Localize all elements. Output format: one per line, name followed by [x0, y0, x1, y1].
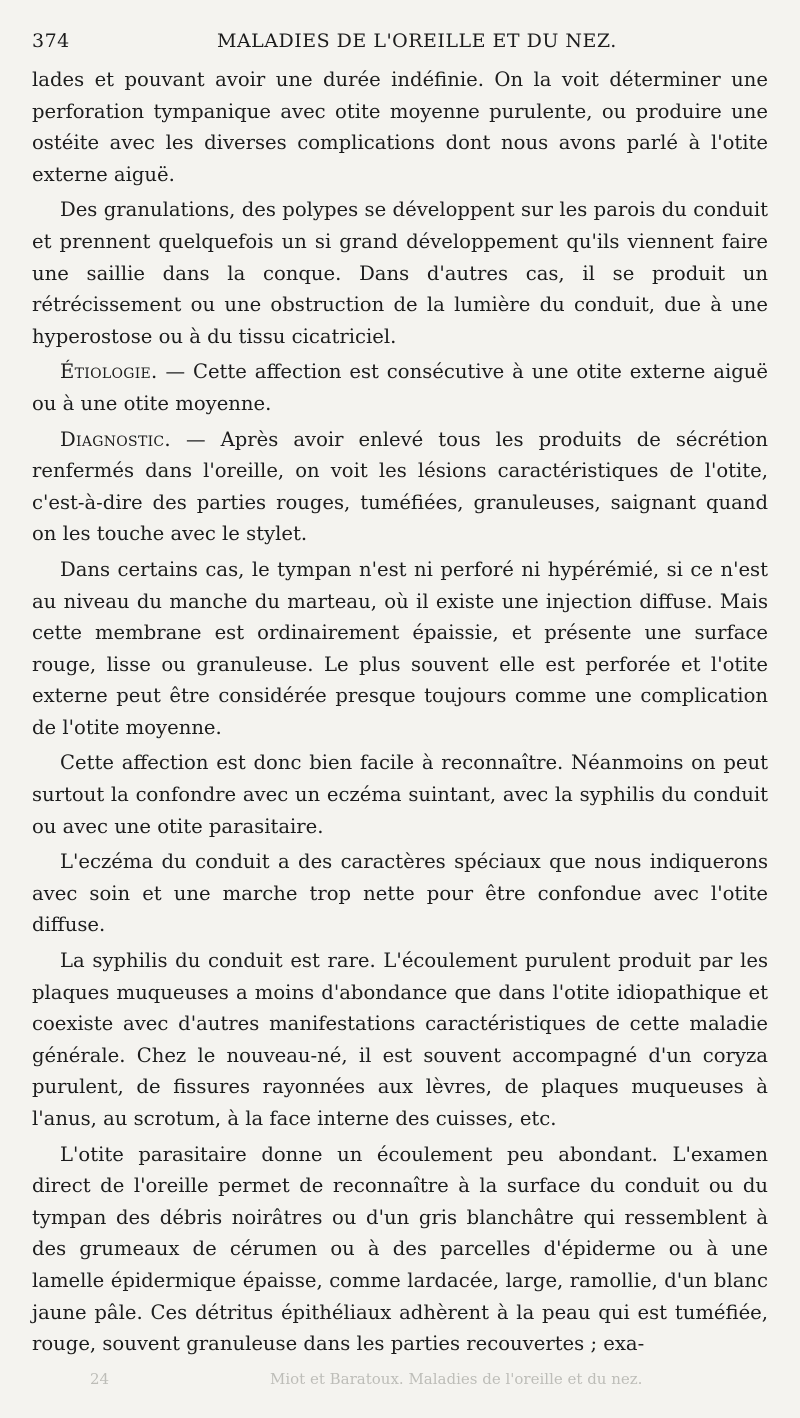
paragraph: Étiologie. — Cette affection est consécutive à une otite externe aiguë ou à une otite moyenne. — [32, 360, 768, 415]
signature-mark: 24 — [90, 1370, 110, 1388]
paragraph: Dans certains cas, le tympan n'est ni perforé ni hypérémié, si ce n'est au niveau du manche du marteau, où il existe une injection diffuse. Mais cette membrane est ordinairement épaissie, et présente une surface rouge, lisse ou granuleuse. Le plus souvent elle est perforée et l'otite externe peut être considérée presque toujours comme une complication de l'otite moyenne. — [32, 557, 768, 739]
running-title: MALADIES DE L'OREILLE ET DU NEZ. — [217, 30, 617, 52]
section-lead: Diagnostic. — [60, 427, 171, 451]
paragraph: Cette affection est donc bien facile à reconnaître. Néanmoins on peut surtout la confondre avec un eczéma suintant, avec la syphilis du conduit ou avec une otite parasitaire. — [32, 751, 768, 838]
paragraph: Diagnostic. — Après avoir enlevé tous les produits de sécrétion renfermés dans l'oreille, on voit les lésions caractéristiques de l'otite, c'est-à-dire des parties rouges, tuméfiées, granuleuses, saignant quand on les touche avec le stylet. — [32, 427, 768, 546]
page-number: 374 — [32, 30, 70, 52]
paragraph: L'otite parasitaire donne un écoulement peu abondant. L'examen direct de l'oreille permet de reconnaître à la surface du conduit ou du tympan des débris noirâtres ou d'un gris blanchâtre qui ressemblent à des grumeaux de cérumen ou à des parcelles d'épiderme ou à une lamelle épidermique épaisse, comme lardacée, large, ramollie, d'un blanc jaune pâle. Ces détritus épithéliaux adhèrent à la peau qui est tuméfiée, rouge, souvent granuleuse dans les parties recouvertes ; exa- — [32, 1142, 768, 1356]
paragraph: Des granulations, des polypes se développent sur les parois du conduit et prennent quelquefois un si grand développement qu'ils viennent faire une saillie dans la conque. Dans d'autres cas, il se produit un rétrécissement ou une obstruction de la lumière du conduit, due à une hyperostose ou à du tissu cicatriciel. — [32, 198, 768, 348]
section-lead: Étiologie. — [60, 360, 158, 384]
body-text — [32, 64, 768, 1364]
paragraph: La syphilis du conduit est rare. L'écoulement purulent produit par les plaques muqueuses a moins d'abondance que dans l'otite idiopathique et coexiste avec d'autres manifestations caractéristiques de cette maladie générale. Chez le nouveau-né, il est souvent accompagné d'un coryza purulent, de fissures rayonnées aux lèvres, de plaques muqueuses à l'anus, au scrotum, à la face interne des cuisses, etc. — [32, 949, 768, 1130]
page-header — [32, 30, 772, 60]
paragraph: lades et pouvant avoir une durée indéfinie. On la voit déterminer une perforation tympanique avec otite moyenne purulente, ou produire une ostéite avec les diverses complications dont nous avons parlé à l'otite externe aiguë. — [32, 68, 768, 186]
paragraph: L'eczéma du conduit a des caractères spéciaux que nous indiquerons avec soin et une marche trop nette pour être confondue avec l'otite diffuse. — [32, 850, 768, 937]
running-footer: Miot et Baratoux. Maladies de l'oreille et du nez. — [270, 1370, 643, 1388]
